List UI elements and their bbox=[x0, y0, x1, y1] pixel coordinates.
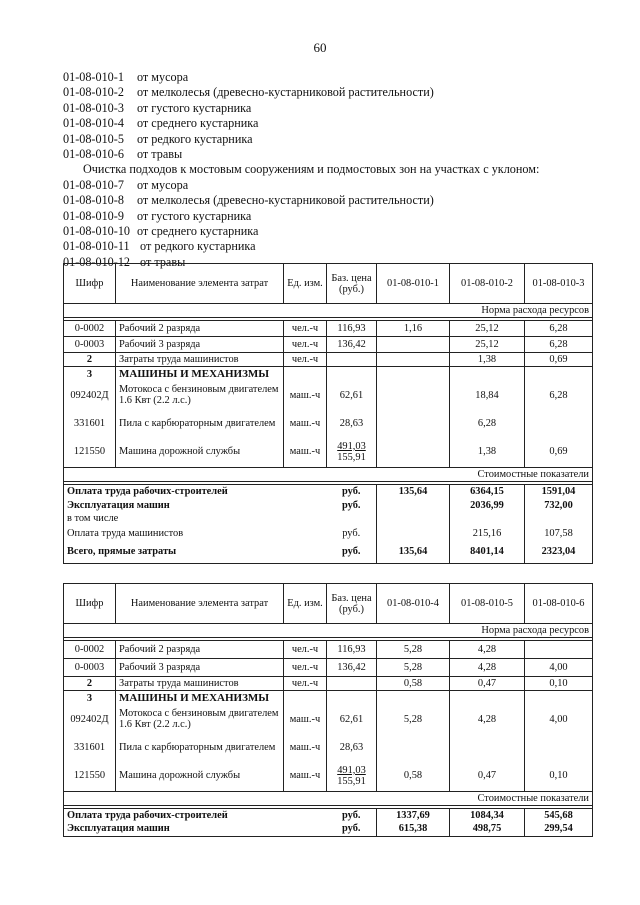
cell-value: 1,38 bbox=[450, 353, 525, 367]
cell-code: 3 bbox=[64, 367, 116, 382]
header-name: Наименование элемента затрат bbox=[116, 264, 284, 304]
header-code: Шифр bbox=[64, 264, 116, 304]
cell-value: 1,16 bbox=[377, 321, 450, 337]
cell-empty bbox=[327, 512, 377, 525]
header-col-1: 01-08-010-1 bbox=[377, 264, 450, 304]
intro-code: 01-08-010-6 bbox=[63, 147, 124, 162]
total-value bbox=[377, 525, 450, 541]
intro-text: от густого кустарника bbox=[137, 100, 252, 115]
intro-code: 01-08-010-5 bbox=[63, 131, 124, 146]
intro-line bbox=[63, 193, 603, 208]
total-value: 615,38 bbox=[377, 822, 450, 836]
totals-row bbox=[64, 541, 593, 563]
cell-price: 136,42 bbox=[327, 659, 377, 677]
cell-price: 116,93 bbox=[327, 321, 377, 337]
cell-empty bbox=[525, 512, 593, 525]
total-name: Оплата труда машинистов bbox=[64, 525, 327, 541]
cell-empty bbox=[377, 512, 450, 525]
total-value: 107,58 bbox=[525, 525, 593, 541]
intro-line bbox=[63, 224, 603, 239]
cell-unit: маш.-ч bbox=[284, 437, 327, 467]
cell-price: 28,63 bbox=[327, 409, 377, 437]
cell-empty bbox=[450, 512, 525, 525]
total-name: Эксплуатация машин bbox=[64, 822, 327, 836]
cell-name: Рабочий 2 разряда bbox=[116, 641, 284, 659]
intro-line bbox=[63, 147, 603, 162]
cell-value: 0,47 bbox=[450, 677, 525, 691]
cell-code: 0-0003 bbox=[64, 337, 116, 353]
cell-value: 5,28 bbox=[377, 659, 450, 677]
cell-empty bbox=[450, 367, 525, 382]
cell-value: 0,58 bbox=[377, 761, 450, 791]
intro-code: 01-08-010-1 bbox=[63, 70, 124, 84]
total-value: 732,00 bbox=[525, 498, 593, 512]
header-unit: Ед. изм. bbox=[284, 584, 327, 624]
cell-value bbox=[525, 733, 593, 761]
cell-value bbox=[450, 733, 525, 761]
cell-price: 62,61 bbox=[327, 381, 377, 409]
header-price: Баз. цена (руб.) bbox=[327, 584, 377, 624]
cell-name: Рабочий 3 разряда bbox=[116, 337, 284, 353]
cell-name: Рабочий 2 разряда bbox=[116, 321, 284, 337]
cell-empty bbox=[450, 691, 525, 706]
cell-value: 4,28 bbox=[450, 659, 525, 677]
total-value: 2323,04 bbox=[525, 541, 593, 563]
table-row bbox=[64, 641, 593, 659]
cell-name: Мотокоса с бензиновым двигателем 1.6 Квт (2.2 л.с.) bbox=[116, 705, 284, 733]
table-row bbox=[64, 691, 593, 706]
totals-row bbox=[64, 512, 593, 525]
intro-code: 01-08-010-3 bbox=[63, 100, 124, 115]
cell-unit: чел.-ч bbox=[284, 659, 327, 677]
table-row bbox=[64, 381, 593, 409]
header-price: Баз. цена (руб.) bbox=[327, 264, 377, 304]
total-value: 135,64 bbox=[377, 484, 450, 498]
totals-row bbox=[64, 808, 593, 822]
intro-text: от среднего кустарника bbox=[137, 224, 259, 239]
total-value: 498,75 bbox=[450, 822, 525, 836]
intro-code: 01-08-010-11 bbox=[63, 239, 130, 254]
cell-empty bbox=[284, 367, 327, 382]
cell-value: 0,58 bbox=[377, 677, 450, 691]
cell-price bbox=[327, 353, 377, 367]
cell-name: Затраты труда машинистов bbox=[116, 677, 284, 691]
section-cost-label: Стоимостные показатели bbox=[64, 467, 593, 481]
table-row bbox=[64, 659, 593, 677]
cell-value: 25,12 bbox=[450, 321, 525, 337]
section-title: МАШИНЫ И МЕХАНИЗМЫ bbox=[116, 367, 284, 382]
total-value: 545,68 bbox=[525, 808, 593, 822]
total-value bbox=[377, 498, 450, 512]
cell-empty bbox=[327, 691, 377, 706]
cell-empty bbox=[525, 367, 593, 382]
total-unit: руб. bbox=[327, 498, 377, 512]
section-norm-label: Норма расхода ресурсов bbox=[64, 304, 593, 318]
cell-price: 116,93 bbox=[327, 641, 377, 659]
cell-value: 6,28 bbox=[525, 337, 593, 353]
cell-name: Мотокоса с бензиновым двигателем 1.6 Квт (2.2 л.с.) bbox=[116, 381, 284, 409]
intro-line bbox=[63, 209, 603, 224]
header-col-2: 01-08-010-5 bbox=[450, 584, 525, 624]
cell-code: 331601 bbox=[64, 733, 116, 761]
total-value: 215,16 bbox=[450, 525, 525, 541]
intro-code: 01-08-010-9 bbox=[63, 208, 124, 223]
total-name: Всего, прямые затраты bbox=[64, 541, 327, 563]
total-name: Оплата труда рабочих-строителей bbox=[64, 484, 327, 498]
cell-value bbox=[525, 641, 593, 659]
cell-unit: маш.-ч bbox=[284, 381, 327, 409]
cell-value bbox=[377, 409, 450, 437]
intro-text: от мусора bbox=[137, 70, 189, 84]
resource-table-1 bbox=[63, 263, 593, 564]
totals-row bbox=[64, 484, 593, 498]
total-value: 1337,69 bbox=[377, 808, 450, 822]
total-unit: руб. bbox=[327, 484, 377, 498]
cell-name: Машина дорожной службы bbox=[116, 761, 284, 791]
cell-value: 6,28 bbox=[525, 381, 593, 409]
cell-value: 4,28 bbox=[450, 641, 525, 659]
cell-value: 5,28 bbox=[377, 705, 450, 733]
total-unit: руб. bbox=[327, 822, 377, 836]
intro-line bbox=[63, 101, 603, 116]
header-code: Шифр bbox=[64, 584, 116, 624]
total-value: 1591,04 bbox=[525, 484, 593, 498]
cell-value: 5,28 bbox=[377, 641, 450, 659]
price-wage: 155,91 bbox=[337, 775, 366, 787]
table-row bbox=[64, 437, 593, 467]
cell-code: 0-0002 bbox=[64, 321, 116, 337]
section-cost-label: Стоимостные показатели bbox=[64, 791, 593, 805]
cell-unit: чел.-ч bbox=[284, 337, 327, 353]
cell-empty bbox=[284, 691, 327, 706]
cell-value: 4,00 bbox=[525, 659, 593, 677]
table-row bbox=[64, 409, 593, 437]
cell-value: 18,84 bbox=[450, 381, 525, 409]
cell-name: Пила с карбюраторным двигателем bbox=[116, 733, 284, 761]
cell-name: Машина дорожной службы bbox=[116, 437, 284, 467]
totals-row bbox=[64, 498, 593, 512]
intro-text: от травы bbox=[137, 147, 183, 162]
intro-line bbox=[63, 116, 603, 131]
cell-unit: чел.-ч bbox=[284, 321, 327, 337]
total-value: 299,54 bbox=[525, 822, 593, 836]
cell-value bbox=[377, 437, 450, 467]
price-base: 491,03 bbox=[337, 764, 366, 776]
intro-text: от среднего кустарника bbox=[137, 116, 259, 131]
total-unit: руб. bbox=[327, 525, 377, 541]
cell-price: 28,63 bbox=[327, 733, 377, 761]
intro-line bbox=[63, 132, 603, 147]
cell-unit: чел.-ч bbox=[284, 677, 327, 691]
cell-value: 0,69 bbox=[525, 437, 593, 467]
cell-price: 62,61 bbox=[327, 705, 377, 733]
cell-unit: чел.-ч bbox=[284, 353, 327, 367]
cell-name: Пила с карбюраторным двигателем bbox=[116, 409, 284, 437]
cell-code: 0-0002 bbox=[64, 641, 116, 659]
intro-line bbox=[63, 85, 603, 100]
total-unit: руб. bbox=[327, 808, 377, 822]
cell-value: 0,47 bbox=[450, 761, 525, 791]
cell-value bbox=[377, 381, 450, 409]
total-value: 8401,14 bbox=[450, 541, 525, 563]
totals-row bbox=[64, 822, 593, 836]
cell-value: 4,00 bbox=[525, 705, 593, 733]
intro-code: 01-08-010-12 bbox=[63, 254, 131, 269]
intro-heading: Очистка подходов к мостовым сооружениям и подмостовых зон на участках с уклоном: bbox=[83, 162, 540, 177]
header-unit: Ед. изм. bbox=[284, 264, 327, 304]
cell-value: 0,10 bbox=[525, 677, 593, 691]
cell-code: 092402Д bbox=[64, 381, 116, 409]
intro-code: 01-08-010-4 bbox=[63, 116, 124, 131]
section-norm-label: Норма расхода ресурсов bbox=[64, 624, 593, 638]
cell-empty bbox=[327, 367, 377, 382]
cell-code: 0-0003 bbox=[64, 659, 116, 677]
table-row bbox=[64, 321, 593, 337]
header-col-1: 01-08-010-4 bbox=[377, 584, 450, 624]
cell-name: Затраты труда машинистов bbox=[116, 353, 284, 367]
cell-code: 121550 bbox=[64, 437, 116, 467]
cell-value bbox=[525, 409, 593, 437]
cell-value: 0,10 bbox=[525, 761, 593, 791]
cell-value: 1,38 bbox=[450, 437, 525, 467]
price-wage: 155,91 bbox=[337, 451, 366, 463]
intro-code: 01-08-010-8 bbox=[63, 193, 124, 208]
cell-code: 331601 bbox=[64, 409, 116, 437]
cell-empty bbox=[525, 691, 593, 706]
table-row bbox=[64, 733, 593, 761]
cell-name: Рабочий 3 разряда bbox=[116, 659, 284, 677]
intro-text: от мелколесья (древесно-кустарниковой растительности) bbox=[137, 85, 434, 100]
total-unit: руб. bbox=[327, 541, 377, 563]
table-row bbox=[64, 337, 593, 353]
cell-code: 121550 bbox=[64, 761, 116, 791]
cell-empty bbox=[377, 367, 450, 382]
intro-line bbox=[63, 239, 603, 254]
total-value: 6364,15 bbox=[450, 484, 525, 498]
intro-code: 01-08-010-10 bbox=[63, 224, 131, 239]
header-col-3: 01-08-010-6 bbox=[525, 584, 593, 624]
table-row bbox=[64, 705, 593, 733]
intro-text: от густого кустарника bbox=[137, 208, 252, 223]
cell-value: 25,12 bbox=[450, 337, 525, 353]
intro-line bbox=[63, 178, 603, 193]
cell-code: 2 bbox=[64, 677, 116, 691]
resource-table-2 bbox=[63, 583, 593, 837]
intro-text: от мелколесья (древесно-кустарниковой растительности) bbox=[137, 193, 434, 208]
table-row bbox=[64, 677, 593, 691]
totals-row bbox=[64, 525, 593, 541]
cell-value: 6,28 bbox=[450, 409, 525, 437]
intro-text: от травы bbox=[140, 254, 186, 269]
header-col-2: 01-08-010-2 bbox=[450, 264, 525, 304]
cell-price: 136,42 bbox=[327, 337, 377, 353]
cell-unit: чел.-ч bbox=[284, 641, 327, 659]
total-value: 135,64 bbox=[377, 541, 450, 563]
intro-text: от мусора bbox=[137, 177, 189, 192]
intro-text: от редкого кустарника bbox=[140, 239, 256, 254]
cell-code: 092402Д bbox=[64, 705, 116, 733]
cell-unit: маш.-ч bbox=[284, 733, 327, 761]
cell-code: 3 bbox=[64, 691, 116, 706]
table-row bbox=[64, 761, 593, 791]
header-col-3: 01-08-010-3 bbox=[525, 264, 593, 304]
cell-empty bbox=[377, 691, 450, 706]
cell-price bbox=[327, 437, 377, 467]
cell-value: 4,28 bbox=[450, 705, 525, 733]
total-value: 2036,99 bbox=[450, 498, 525, 512]
cell-price bbox=[327, 677, 377, 691]
cell-price bbox=[327, 761, 377, 791]
cell-value bbox=[377, 353, 450, 367]
cell-value: 0,69 bbox=[525, 353, 593, 367]
total-name: Оплата труда рабочих-строителей bbox=[64, 808, 327, 822]
intro-code: 01-08-010-7 bbox=[63, 177, 124, 192]
intro-line bbox=[63, 70, 603, 85]
intro-code: 01-08-010-2 bbox=[63, 85, 124, 100]
cell-value: 6,28 bbox=[525, 321, 593, 337]
intro-text: от редкого кустарника bbox=[137, 131, 253, 146]
page-number: 60 bbox=[313, 40, 327, 55]
price-base: 491,03 bbox=[337, 440, 366, 452]
total-note: в том числе bbox=[64, 512, 327, 525]
table-row bbox=[64, 353, 593, 367]
cell-unit: маш.-ч bbox=[284, 705, 327, 733]
section-title: МАШИНЫ И МЕХАНИЗМЫ bbox=[116, 691, 284, 706]
table-row bbox=[64, 367, 593, 382]
cell-value bbox=[377, 337, 450, 353]
intro-list bbox=[63, 70, 603, 270]
total-name: Эксплуатация машин bbox=[64, 498, 327, 512]
total-value: 1084,34 bbox=[450, 808, 525, 822]
cell-unit: маш.-ч bbox=[284, 761, 327, 791]
header-name: Наименование элемента затрат bbox=[116, 584, 284, 624]
cell-unit: маш.-ч bbox=[284, 409, 327, 437]
cell-value bbox=[377, 733, 450, 761]
cell-code: 2 bbox=[64, 353, 116, 367]
